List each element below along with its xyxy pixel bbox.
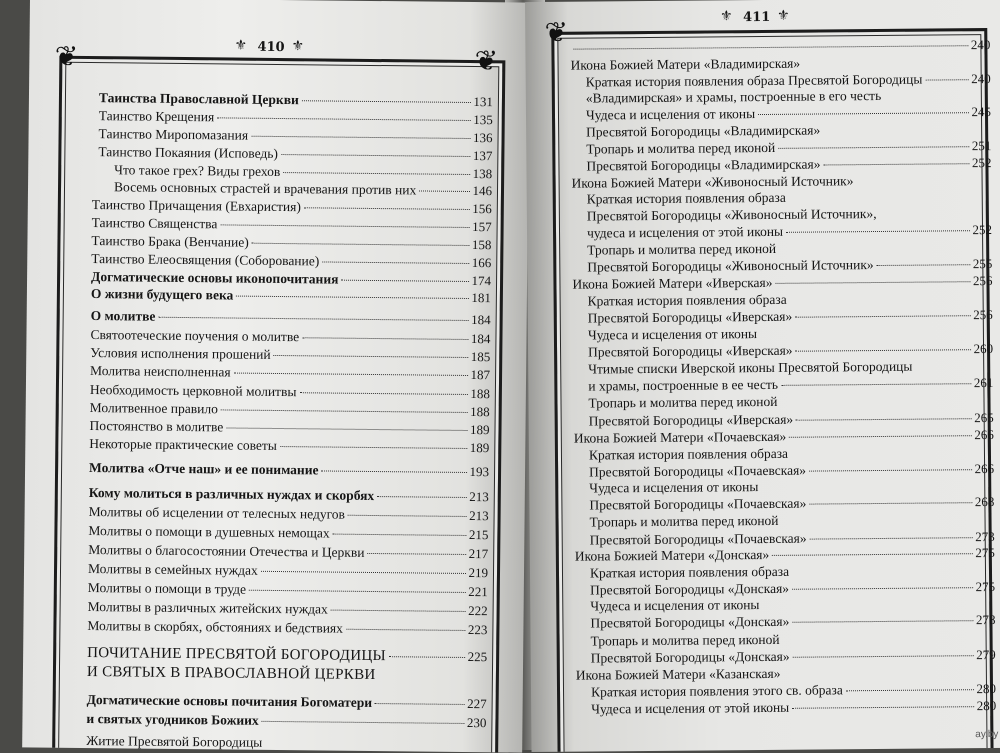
dot-leader	[283, 172, 469, 175]
toc-entry-title: Молитва «Отче наш» и ее понимание	[89, 460, 319, 478]
toc-entry-title: О жизни будущего века	[90, 286, 234, 303]
corner-ornament-icon: ❦	[54, 39, 79, 73]
header-ornament-icon: ⚜	[234, 37, 248, 54]
toc-entry-title: Краткая история появления образа	[586, 189, 786, 207]
dot-leader	[333, 534, 466, 536]
toc-entry-title: Чудеса и исцеления от иконы	[589, 479, 759, 496]
toc-entry-page-number: 278	[975, 611, 996, 628]
toc-entry-title: Что такое грех? Виды грехов	[114, 162, 281, 180]
toc-entry-page-number: 219	[468, 565, 489, 581]
dot-leader	[792, 620, 973, 623]
toc-entry-page-number: 240	[970, 37, 991, 53]
dot-leader	[377, 496, 466, 498]
toc-entry-title: Краткая история появления образа	[589, 563, 790, 581]
header-ornament-icon: ⚜	[777, 7, 790, 24]
corner-ornament-icon: ❦	[544, 15, 569, 49]
toc-entry-title: Чудеса и исцеления от иконы	[590, 597, 760, 614]
dot-leader	[346, 629, 465, 631]
dot-leader	[226, 427, 467, 431]
toc-entry-page-number: 252	[971, 155, 992, 171]
dot-leader	[810, 537, 973, 539]
toc-entry-page-number: 223	[467, 622, 488, 638]
toc-entry-title: Тропарь и молитва перед иконой	[590, 631, 780, 649]
dot-leader	[795, 315, 970, 318]
toc-entry-page-number: 261	[973, 375, 994, 391]
toc-entry-page-number: 280	[976, 680, 997, 697]
toc-entry-title: Икона Божией Матери «Иверская»	[572, 274, 773, 292]
watermark: ay.by	[975, 728, 999, 741]
toc-entry-page-number: 185	[470, 349, 491, 365]
toc-entry-title: Молитвы о помощи в душевных немощах	[88, 523, 330, 541]
toc-entry-page-number: 189	[469, 422, 490, 438]
dot-leader	[823, 163, 968, 165]
toc-entry-title: Догматические основы иконопочитания	[91, 269, 339, 287]
toc-entry-title: Икона Божией Матери «Казанская»	[575, 665, 781, 683]
dot-leader	[299, 392, 467, 395]
toc-entry-title: Таинство Крещения	[98, 108, 215, 125]
toc-entry-title: Пресвятой Богородицы «Донская»	[590, 580, 790, 598]
toc-entry-title: Молитва неисполненная	[90, 363, 231, 380]
toc-entry-page-number: 275	[975, 544, 995, 561]
toc-entry-page-number: 138	[472, 166, 493, 182]
toc-entry-page-number: 251	[971, 138, 992, 154]
toc-entry-title: Некоторые практические советы	[89, 436, 277, 453]
toc-entry-title: Пресвятой Богородицы «Донская»	[590, 613, 790, 631]
dot-leader	[322, 470, 467, 473]
toc-entry-page-number: 158	[471, 237, 492, 253]
dot-leader	[348, 515, 466, 517]
dot-leader	[375, 703, 464, 705]
dot-leader	[262, 721, 464, 724]
toc-entry-page-number: 157	[472, 219, 492, 235]
toc-entry-title: Пресвятой Богородицы «Владимирская»	[586, 156, 821, 174]
dot-leader	[304, 207, 469, 210]
dot-leader	[796, 349, 971, 352]
toc-entry-title: Тропарь и молитва перед иконой	[586, 139, 776, 157]
toc-entry-page-number: 221	[468, 584, 488, 600]
right-page	[525, 0, 1000, 752]
toc-entry-title: Постоянство в молитве	[89, 418, 224, 435]
header-ornament-icon: ⚜	[291, 38, 305, 55]
toc-entry-title: Чудеса и исцеления от иконы	[585, 106, 756, 123]
toc-entry-page-number: 280	[976, 697, 997, 714]
toc-entry-page-number: 255	[972, 256, 993, 272]
dot-leader	[846, 689, 974, 691]
toc-entry-title: Тропарь и молитва перед иконой	[589, 512, 779, 530]
toc-entry-page-number: 213	[469, 489, 489, 505]
toc-entry-title: Молитвы о помощи в труде	[87, 580, 247, 597]
dot-leader	[772, 553, 972, 556]
toc-entry-page-number: 256	[972, 273, 993, 289]
toc-entry-page-number: 188	[470, 386, 490, 402]
toc-entry-title: Пресвятой Богородицы «Живоносный Источник»	[587, 257, 874, 275]
dot-leader	[778, 146, 969, 149]
toc-entry-title: Чудеса и исцеления от иконы	[587, 326, 758, 343]
toc-entry-page-number: 273	[975, 528, 995, 545]
dot-leader	[261, 571, 466, 574]
toc-entry-title: Пресвятой Богородицы «Донская»	[590, 648, 790, 666]
left-page	[22, 0, 530, 753]
corner-ornament-icon: ❦	[474, 44, 499, 78]
toc-entry-title: Таинство Причащения (Евхаристия)	[91, 197, 301, 215]
toc-entry-title: Пресвятой Богородицы «Владимирская»	[586, 122, 821, 140]
toc-entry-page-number: 268	[974, 493, 995, 510]
toc-entry-title: Пресвятой Богородицы «Почаевская»	[589, 462, 807, 480]
toc-entry-title: Пресвятой Богородицы «Иверская»	[588, 411, 794, 429]
dot-leader	[281, 154, 470, 157]
toc-entry-title: О молитве	[90, 308, 156, 324]
toc-entry-title: Икона Божией Матери «Живоносный Источник»	[571, 173, 854, 191]
dot-leader	[302, 100, 471, 103]
toc-entry-title: Кому молиться в различных нуждах и скорбях	[88, 485, 375, 504]
toc-entry-title: Молитвы в семейных нуждах	[87, 561, 258, 578]
toc-entry-page-number: 260	[973, 341, 994, 357]
toc-entry-title: Таинство Елеосвящения (Соборование)	[91, 251, 320, 269]
toc-entry-page-number: 137	[472, 148, 493, 164]
toc-entry-page-number: 146	[472, 183, 493, 199]
toc-entry-title: Тропарь и молитва перед иконой	[588, 393, 778, 411]
toc-entry-title: Святоотеческие поучения о молитве	[90, 327, 300, 345]
toc-entry-title: Таинства Православной Церкви	[98, 90, 299, 108]
toc-entry-page-number: 184	[470, 331, 491, 347]
dot-leader	[234, 373, 468, 376]
dot-leader	[792, 706, 973, 709]
toc-entry-page-number: 184	[471, 312, 491, 328]
dot-leader	[217, 117, 470, 121]
toc-entry-page-number: 193	[469, 464, 490, 480]
dot-leader	[775, 281, 970, 284]
toc-entry-page-number: 166	[471, 255, 492, 271]
toc-entry-page-number: 240	[971, 71, 991, 87]
dot-leader	[809, 469, 972, 471]
dot-leader	[792, 587, 973, 590]
toc-entry-page-number: 217	[468, 546, 489, 562]
toc-entry-title: Таинство Миропомазания	[98, 126, 249, 143]
toc-entry-title: Таинство Священства	[91, 215, 218, 232]
dot-leader	[221, 409, 467, 413]
toc-entry-title: Краткая история появления этого св. образа	[590, 682, 843, 700]
dot-leader	[573, 45, 967, 49]
dot-leader	[249, 590, 465, 593]
dot-leader	[758, 112, 968, 115]
toc-entry-page-number: 256	[973, 307, 993, 323]
toc-entry-title: Тропарь и молитва перед иконой	[587, 240, 777, 258]
dot-leader	[781, 383, 971, 386]
toc-entry-title: Таинство Покаяния (Исповедь)	[98, 144, 279, 161]
toc-entry-page-number: 266	[974, 426, 994, 443]
dot-leader	[925, 79, 968, 80]
toc-entry-title: Молитвы о благосостоянии Отечества и Церкви	[88, 542, 365, 560]
dot-leader	[331, 610, 465, 612]
toc-entry-title: Восемь основных страстей и врачевания против них	[113, 179, 417, 198]
toc-entry-title: Пресвятой Богородицы «Живоносный Источник»,	[586, 206, 877, 224]
toc-entry-title: Молитвы об исцелении от телесных недугов	[88, 504, 346, 522]
toc-entry-page-number: 265	[974, 409, 994, 426]
toc-entry-title: Краткая история появления образа	[588, 445, 789, 463]
dot-leader	[786, 230, 969, 233]
dot-leader	[793, 655, 974, 658]
toc-entry-title: Условия исполнения прошений	[90, 345, 271, 362]
dot-leader	[322, 261, 468, 264]
dot-leader	[877, 264, 970, 266]
toc-entry-page-number: 135	[473, 112, 493, 128]
toc-entry-title: Пресвятой Богородицы «Иверская»	[587, 342, 793, 360]
dot-leader	[302, 337, 468, 340]
toc-entry-page-number: 181	[471, 290, 491, 306]
toc-entry-page-number: 275	[975, 578, 996, 595]
toc-entry-title: Таинство Брака (Венчание)	[91, 233, 249, 250]
toc-entry-page-number: 188	[470, 404, 490, 420]
dot-leader	[251, 136, 470, 139]
toc-entry-page-number: 156	[472, 201, 492, 217]
toc-entry-page-number: 131	[473, 94, 494, 110]
toc-entry-page-number: 252	[972, 222, 993, 238]
toc-entry-title: Молитвенное правило	[89, 400, 218, 417]
toc-entry-title: Икона Божией Матери «Почаевская»	[573, 428, 787, 446]
page-number: 410	[257, 39, 285, 56]
toc-entry-title: Краткая история появления образа	[587, 291, 787, 309]
toc-entry-page-number: 136	[472, 130, 493, 146]
toc-entry-title: Икона Божией Матери «Донская»	[574, 546, 770, 564]
toc-entry-page-number: 230	[466, 714, 487, 731]
toc-entry-title: чудеса и исцеления от этой иконы	[586, 223, 784, 241]
header-ornament-icon: ⚜	[720, 8, 733, 25]
toc-entry-title: Пресвятой Богородицы «Почаевская»	[589, 530, 807, 548]
toc-entry-page-number: 245	[971, 104, 992, 120]
toc-entry-title: и святых угодников Божиих	[86, 711, 259, 728]
dot-leader	[158, 317, 468, 321]
dot-leader	[789, 435, 971, 438]
toc-entry-page-number: 174	[471, 273, 492, 289]
dot-leader	[341, 280, 468, 282]
toc-entry-page-number: 189	[469, 440, 490, 456]
dot-leader	[367, 553, 465, 555]
dot-leader	[280, 446, 467, 449]
dot-leader	[796, 418, 971, 421]
toc-entry-title: и храмы, построенные в ее честь	[588, 376, 779, 394]
toc-entry-page-number: 225	[467, 649, 488, 665]
toc-entry-title: Икона Божией Матери «Владимирская»	[570, 55, 801, 73]
dot-leader	[236, 296, 468, 299]
toc-entry-title: И СВЯТЫХ В ПРАВОСЛАВНОЙ ЦЕРКВИ	[86, 664, 376, 684]
toc-entry-title: Догматические основы почитания Богоматери	[86, 692, 373, 711]
page-number: 411	[743, 9, 771, 26]
toc-entry-page-number: 222	[468, 603, 488, 619]
toc-entry-title: Пресвятой Богородицы «Почаевская»	[589, 495, 807, 513]
toc-entry-title: Необходимость церковной молитвы	[89, 382, 297, 400]
toc-entry-page-number: 215	[468, 527, 489, 543]
toc-entry-title: Краткая история появления образа Пресвятой Богородицы	[585, 71, 923, 90]
toc-entry-page-number: 266	[974, 460, 995, 477]
toc-entry-page-number: 279	[976, 646, 996, 663]
dot-leader	[419, 190, 469, 192]
dot-leader	[274, 355, 468, 358]
toc-entry-page-number: 227	[467, 695, 487, 712]
toc-entry-page-number: 213	[469, 508, 489, 524]
toc-entry-title: «Владимирская» и храмы, построенные в его честь	[585, 87, 882, 106]
dot-leader	[220, 224, 469, 228]
dot-leader	[252, 243, 469, 246]
toc-entry-title: Житие Пресвятой Богородицы	[86, 733, 263, 750]
toc-entry-title: ПОЧИТАНИЕ ПРЕСВЯТОЙ БОГОРОДИЦЫ	[87, 645, 386, 665]
dot-leader	[389, 656, 465, 658]
toc-entry-title: Пресвятой Богородицы «Иверская»	[587, 308, 793, 326]
toc-entry-title: Чтимые списки Иверской иконы Пресвятой Богородицы	[588, 358, 913, 377]
dot-leader	[809, 502, 972, 504]
toc-entry-title: Молитвы в скорбях, обстояниях и бедствиях	[87, 618, 344, 636]
toc-entry-title: Молитвы в различных житейских нуждах	[87, 599, 328, 617]
toc-entry-page-number: 187	[470, 367, 491, 383]
toc-entry-title: Чудеса и исцеления от этой иконы	[591, 699, 790, 717]
